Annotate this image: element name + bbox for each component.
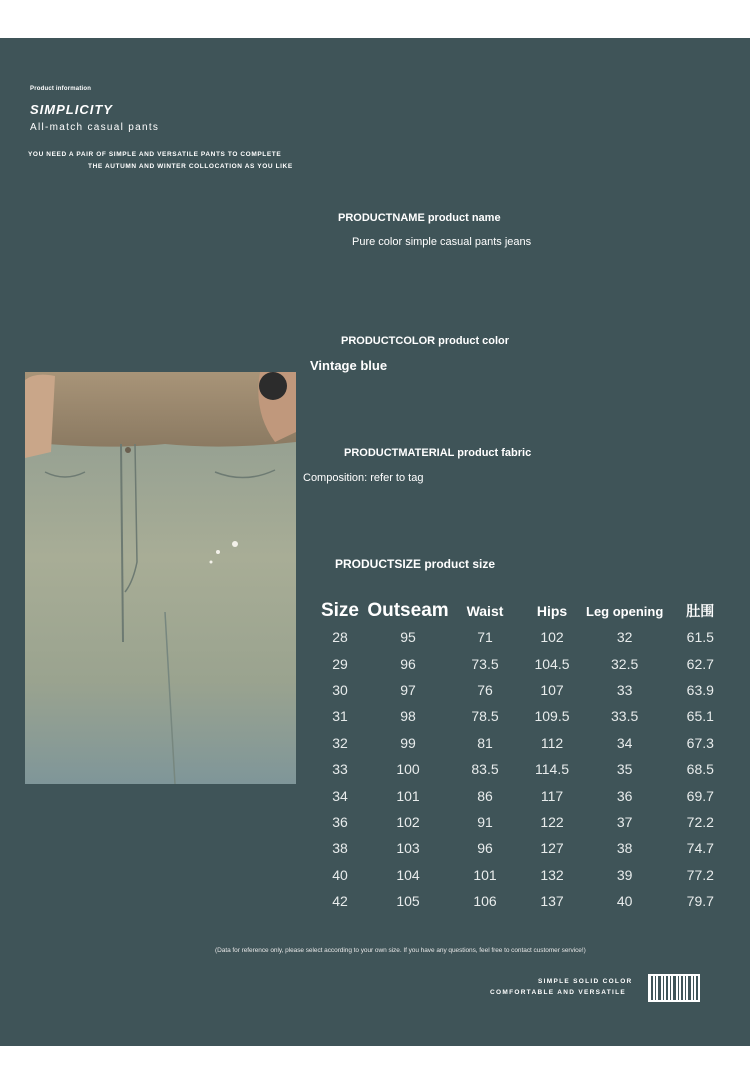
col-header-outseam: Outseam xyxy=(367,600,449,621)
product-color-header: PRODUCTCOLOR product color xyxy=(341,335,510,347)
size-table-cell: 102 xyxy=(540,629,564,646)
col-header-size: Size xyxy=(320,600,360,621)
size-table-cell: 34 xyxy=(616,734,633,751)
size-table-cell: 83.5 xyxy=(471,761,499,778)
size-table-row xyxy=(316,703,737,729)
size-table-cell: 28 xyxy=(332,629,348,646)
size-table-cell: 38 xyxy=(616,840,633,857)
product-size-header: PRODUCTSIZE product size xyxy=(335,557,496,571)
size-table-cell: 33.5 xyxy=(611,708,639,725)
size-table-cell: 117 xyxy=(540,787,564,804)
size-table-cell: 61.5 xyxy=(686,629,714,646)
size-table-header-row xyxy=(316,598,737,624)
size-table-cell: 71 xyxy=(477,629,493,646)
size-table-cell: 77.2 xyxy=(686,866,714,883)
size-table-row xyxy=(316,888,737,914)
size-table-cell: 33 xyxy=(332,761,348,778)
size-chart-table xyxy=(316,598,737,914)
size-table-row xyxy=(316,835,737,861)
size-table-cell: 104.5 xyxy=(534,655,570,672)
size-table-cell: 68.5 xyxy=(686,761,714,778)
size-table-cell: 107 xyxy=(540,681,564,698)
size-table-cell: 79.7 xyxy=(686,893,714,910)
size-table-row xyxy=(316,730,737,756)
size-table-cell: 63.9 xyxy=(686,681,714,698)
size-table-row xyxy=(316,624,737,650)
size-table-cell: 101 xyxy=(473,866,497,883)
size-table-body xyxy=(316,624,737,914)
col-header-leg-opening: Leg opening xyxy=(586,603,664,619)
size-table-cell: 109.5 xyxy=(534,708,570,725)
size-table-cell: 62.7 xyxy=(686,655,714,672)
size-table-cell: 32 xyxy=(332,734,348,751)
size-table-cell: 74.7 xyxy=(686,840,714,857)
product-material-header: PRODUCTMATERIAL product fabric xyxy=(344,447,532,459)
size-table-cell: 132 xyxy=(540,866,564,883)
size-table-cell: 112 xyxy=(540,734,564,751)
size-table-cell: 104 xyxy=(396,866,420,883)
size-table-cell: 37 xyxy=(616,813,633,830)
footer-line-1: SIMPLE SOLID COLOR xyxy=(538,978,633,985)
size-table-cell: 137 xyxy=(540,893,564,910)
size-table-cell: 31 xyxy=(332,708,348,725)
size-table-cell: 32 xyxy=(616,629,633,646)
size-table-cell: 98 xyxy=(400,708,416,725)
product-info-panel xyxy=(0,38,750,1046)
size-table-cell: 96 xyxy=(400,655,416,672)
size-table-cell: 42 xyxy=(332,893,348,910)
size-table-cell: 122 xyxy=(540,813,564,830)
size-table-cell: 95 xyxy=(400,629,416,646)
tagline-line-2: THE AUTUMN AND WINTER COLLOCATION AS YOU LIKE xyxy=(88,163,293,170)
size-table-cell: 102 xyxy=(396,813,420,830)
size-table-cell: 38 xyxy=(332,840,348,857)
size-table-cell: 101 xyxy=(396,787,420,804)
size-table-cell: 114.5 xyxy=(535,761,569,778)
size-table-row xyxy=(316,756,737,782)
size-table-cell: 69.7 xyxy=(686,787,714,804)
size-table-cell: 105 xyxy=(396,893,420,910)
size-table-cell: 97 xyxy=(400,681,416,698)
size-table-cell: 30 xyxy=(332,681,348,698)
size-table-cell: 40 xyxy=(332,866,348,883)
size-table-cell: 127 xyxy=(540,840,564,857)
footer-line-2: COMFORTABLE AND VERSATILE xyxy=(490,989,627,996)
size-table-cell: 106 xyxy=(473,893,497,910)
size-table-cell: 78.5 xyxy=(471,708,499,725)
size-table-cell: 36 xyxy=(616,787,633,804)
size-table-cell: 40 xyxy=(616,893,633,910)
size-table-cell: 33 xyxy=(616,681,633,698)
product-color-value: Vintage blue xyxy=(310,358,388,373)
size-table-cell: 100 xyxy=(396,761,420,778)
size-table-cell: 103 xyxy=(396,840,420,857)
product-material-value: Composition: refer to tag xyxy=(303,472,424,484)
size-table-cell: 67.3 xyxy=(686,734,714,751)
jeans-product-photo xyxy=(25,372,296,784)
size-table-row xyxy=(316,782,737,808)
size-table-cell: 72.2 xyxy=(686,813,714,830)
col-header-belly: 肚围 xyxy=(686,603,715,619)
size-table-cell: 86 xyxy=(477,787,493,804)
size-table-cell: 32.5 xyxy=(611,655,639,672)
reference-note: (Data for reference only, please select according to your own size. If you have any questions, feel free to contact customer service!) xyxy=(215,947,586,954)
size-table-cell: 36 xyxy=(332,813,348,830)
col-header-waist: Waist xyxy=(466,603,504,619)
size-table-cell: 99 xyxy=(400,734,416,751)
brand-title: SIMPLICITY xyxy=(30,102,113,117)
size-table-row xyxy=(316,862,737,888)
size-table-cell: 35 xyxy=(616,761,633,778)
size-table-cell: 96 xyxy=(477,840,493,857)
size-table-row xyxy=(316,650,737,676)
product-name-header: PRODUCTNAME product name xyxy=(338,212,501,224)
jeans-illustration xyxy=(25,372,296,784)
size-table-row xyxy=(316,809,737,835)
product-name-value: Pure color simple casual pants jeans xyxy=(352,236,532,248)
size-table-cell: 65.1 xyxy=(686,708,714,725)
size-table-cell: 73.5 xyxy=(471,655,499,672)
size-table-cell: 81 xyxy=(477,734,493,751)
brand-subtitle: All-match casual pants xyxy=(30,122,160,133)
size-table-cell: 76 xyxy=(477,681,493,698)
col-header-hips: Hips xyxy=(536,603,568,619)
size-table-cell: 34 xyxy=(332,787,348,804)
size-table-row xyxy=(316,677,737,703)
tagline-line-1: YOU NEED A PAIR OF SIMPLE AND VERSATILE PANTS TO COMPLETE xyxy=(28,151,282,158)
size-table-cell: 29 xyxy=(332,655,348,672)
size-table-cell: 91 xyxy=(477,813,493,830)
size-table-cell: 39 xyxy=(616,866,633,883)
product-info-label: Product information xyxy=(30,86,92,92)
barcode-icon xyxy=(648,974,700,1002)
